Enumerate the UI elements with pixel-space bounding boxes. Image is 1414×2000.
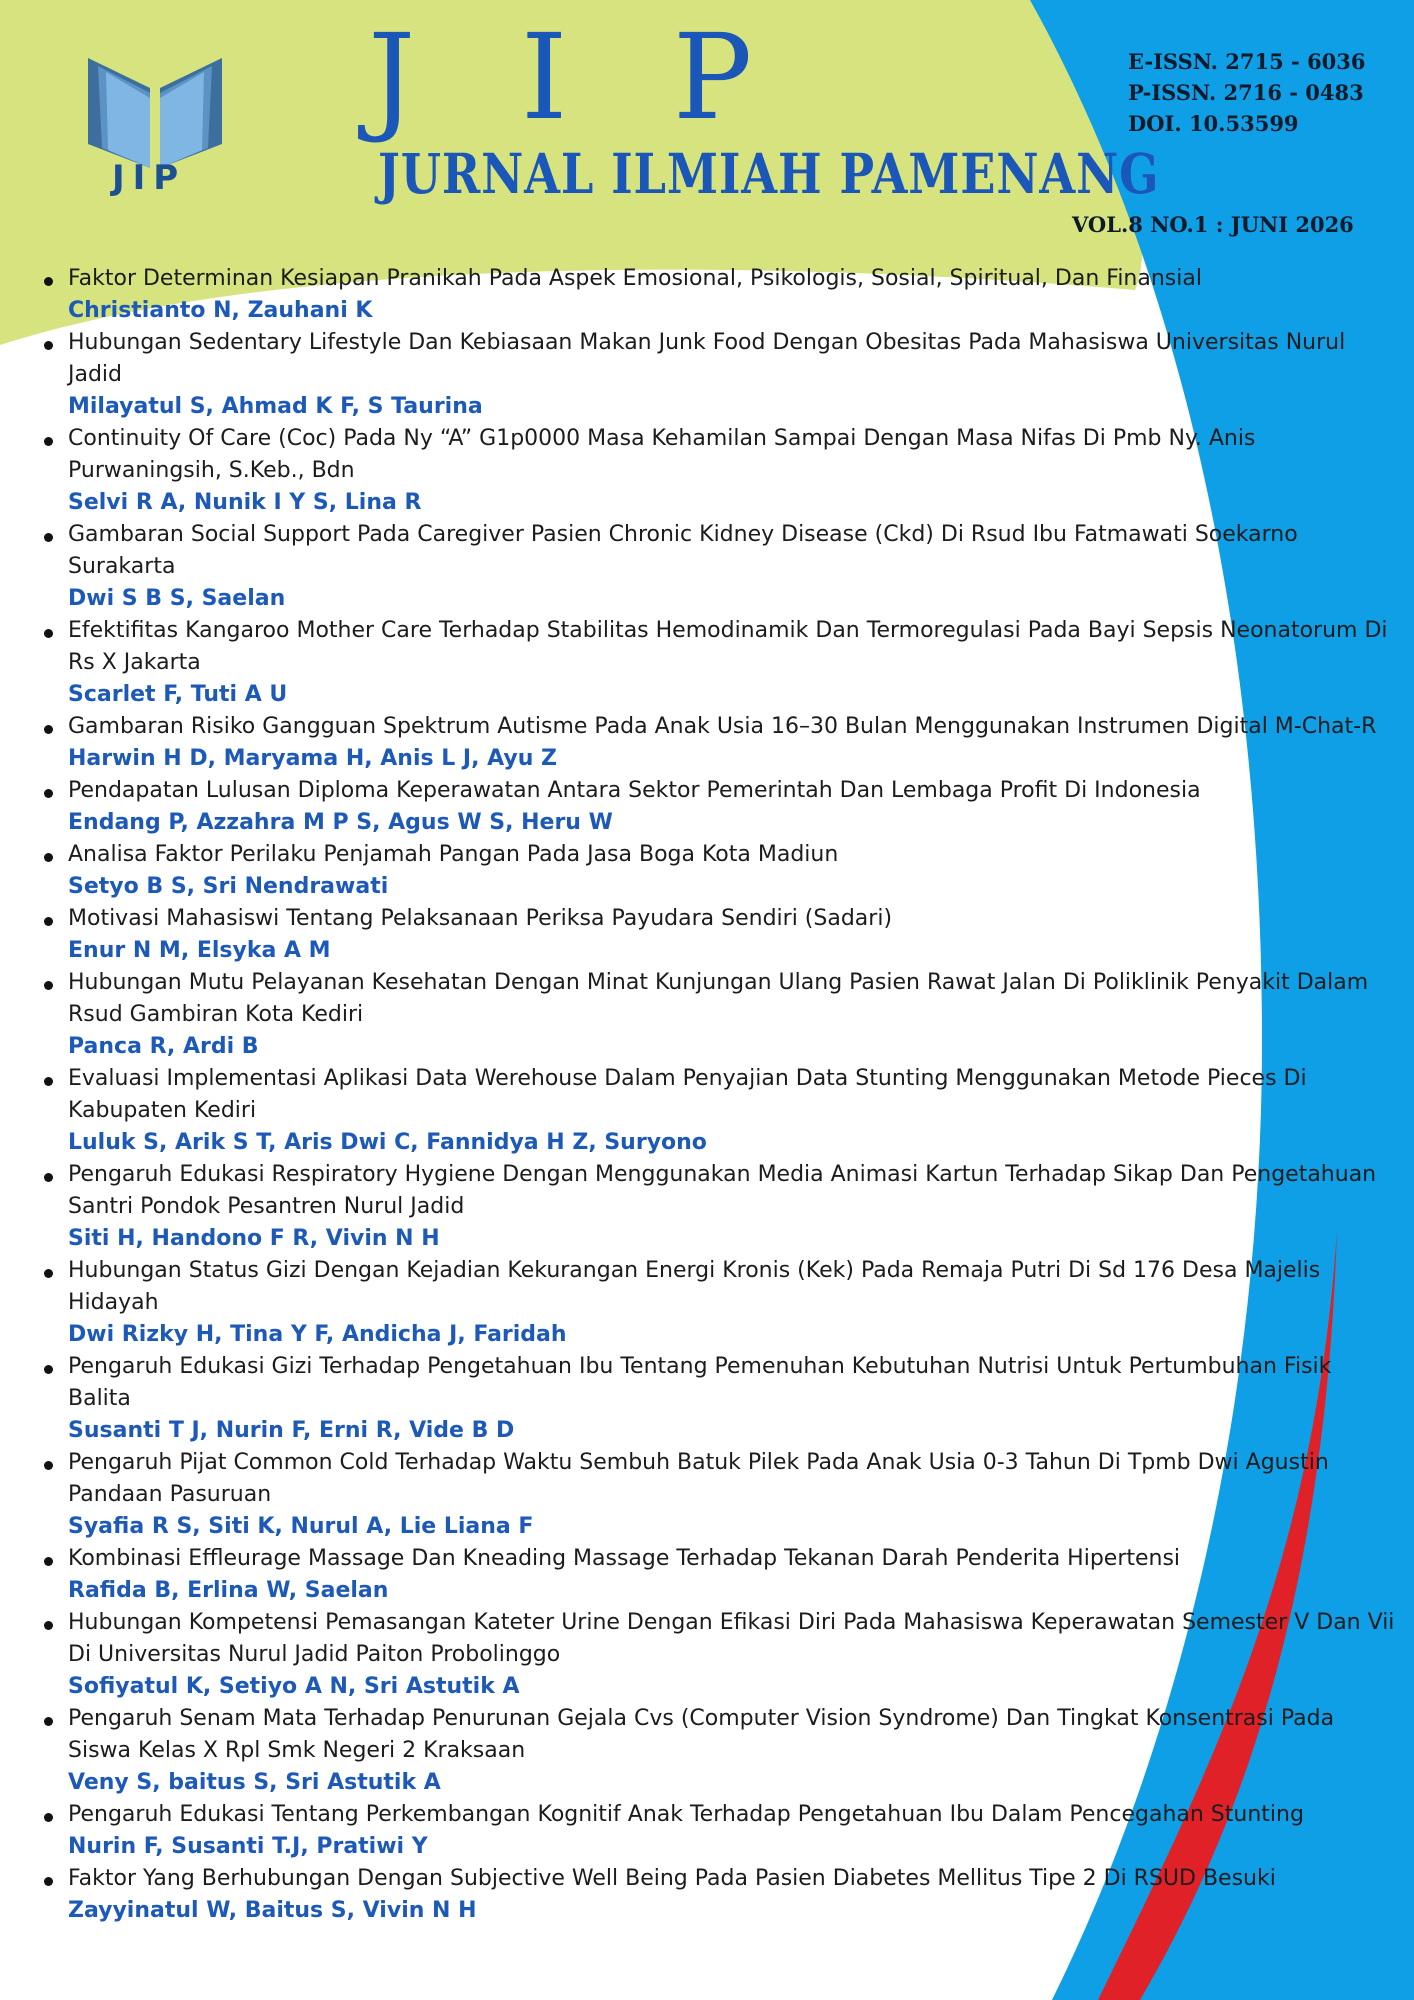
article-title: Hubungan Kompetensi Pemasangan Kateter Urine Dengan Efikasi Diri Pada Mahasiswa Keperawatan Semester V Dan Vii Di Universitas Nurul Jadid Paiton Probolinggo [68,1610,1395,1667]
article-item [40,263,1400,327]
article-item [40,1063,1400,1159]
article-title: Pengaruh Edukasi Tentang Perkembangan Kognitif Anak Terhadap Pengetahuan Ibu Dalam Pencegahan Stunting [68,1802,1304,1827]
article-title: Pengaruh Pijat Common Cold Terhadap Waktu Sembuh Batuk Pilek Pada Anak Usia 0-3 Tahun Di Tpmb Dwi Agustin Pandaan Pasuruan [68,1450,1329,1507]
p-issn: P-ISSN. 2716 - 0483 [1128,80,1364,105]
article-item [40,1863,1400,1927]
article-title: Hubungan Status Gizi Dengan Kejadian Kekurangan Energi Kronis (Kek) Pada Remaja Putri Di Sd 176 Desa Majelis Hidayah [68,1258,1321,1315]
article-title: Faktor Determinan Kesiapan Pranikah Pada Aspek Emosional, Psikologis, Sosial, Spiritual, Dan Finansial [68,266,1202,291]
article-authors: Susanti T J, Nurin F, Erni R, Vide B D [68,1418,515,1443]
article-authors: Nurin F, Susanti T.J, Pratiwi Y [68,1834,428,1859]
article-authors: Enur N M, Elsyka A M [68,938,331,963]
article-title: Hubungan Sedentary Lifestyle Dan Kebiasaan Makan Junk Food Dengan Obesitas Pada Mahasiswa Universitas Nurul Jadid [68,330,1346,387]
article-authors: Luluk S, Arik S T, Aris Dwi C, Fannidya H Z, Suryono [68,1130,707,1155]
article-authors: Veny S, baitus S, Sri Astutik A [68,1770,441,1795]
article-item [40,1703,1400,1799]
article-authors: Dwi S B S, Saelan [68,586,286,611]
article-title: Efektifitas Kangaroo Mother Care Terhadap Stabilitas Hemodinamik Dan Termoregulasi Pada Bayi Sepsis Neonatorum Di Rs X Jakarta [68,618,1388,675]
article-item [40,327,1400,423]
article-title: Gambaran Risiko Gangguan Spektrum Autisme Pada Anak Usia 16–30 Bulan Menggunakan Instrumen Digital M-Chat-R [68,714,1377,739]
article-item [40,775,1400,839]
article-title: Evaluasi Implementasi Aplikasi Data Werehouse Dalam Penyajian Data Stunting Menggunakan Metode Pieces Di Kabupaten Kediri [68,1066,1307,1123]
article-item [40,839,1400,903]
article-authors: Sofiyatul K, Setiyo A N, Sri Astutik A [68,1674,520,1699]
article-list [40,263,1400,1927]
article-authors: Panca R, Ardi B [68,1034,259,1059]
article-item [40,423,1400,519]
article-title: Faktor Yang Berhubungan Dengan Subjective Well Being Pada Pasien Diabetes Mellitus Tipe 2 Di RSUD Besuki [68,1866,1276,1891]
logo-text: JIP [112,158,187,198]
article-title: Motivasi Mahasiswi Tentang Pelaksanaan Periksa Payudara Sendiri (Sadari) [68,906,893,931]
article-authors: Harwin H D, Maryama H, Anis L J, Ayu Z [68,746,557,771]
article-title: Analisa Faktor Perilaku Penjamah Pangan Pada Jasa Boga Kota Madiun [68,842,839,867]
article-authors: Zayyinatul W, Baitus S, Vivin N H [68,1898,477,1923]
article-authors: Dwi Rizky H, Tina Y F, Andicha J, Faridah [68,1322,567,1347]
journal-acronym: J I P [368,8,787,146]
e-issn: E-ISSN. 2715 - 6036 [1128,49,1366,74]
article-title: Pendapatan Lulusan Diploma Keperawatan Antara Sektor Pemerintah Dan Lembaga Profit Di Indonesia [68,778,1201,803]
article-authors: Scarlet F, Tuti A U [68,682,288,707]
article-item [40,1543,1400,1607]
article-authors: Selvi R A, Nunik I Y S, Lina R [68,490,422,515]
article-title: Gambaran Social Support Pada Caregiver Pasien Chronic Kidney Disease (Ckd) Di Rsud Ibu Fatmawati Soekarno Surakarta [68,522,1298,579]
article-item [40,1607,1400,1703]
article-authors: Christianto N, Zauhani K [68,298,373,323]
article-item [40,1799,1400,1863]
article-title: Continuity Of Care (Coc) Pada Ny “A” G1p0000 Masa Kehamilan Sampai Dengan Masa Nifas Di Pmb Ny. Anis Purwaningsih, S.Keb., Bdn [68,426,1256,483]
article-item [40,1159,1400,1255]
article-title: Pengaruh Edukasi Gizi Terhadap Pengetahuan Ibu Tentang Pemenuhan Kebutuhan Nutrisi Untuk Pertumbuhan Fisik Balita [68,1354,1332,1411]
article-title: Pengaruh Senam Mata Terhadap Penurunan Gejala Cvs (Computer Vision Syndrome) Dan Tingkat Konsentrasi Pada Siswa Kelas X Rpl Smk Negeri 2 Kraksaan [68,1706,1335,1763]
article-authors: Siti H, Handono F R, Vivin N H [68,1226,440,1251]
article-item [40,1447,1400,1543]
issue-label: VOL.8 NO.1 : JUNI 2026 [1072,212,1354,237]
article-item [40,1351,1400,1447]
article-item [40,967,1400,1063]
article-authors: Rafida B, Erlina W, Saelan [68,1578,389,1603]
article-title: Hubungan Mutu Pelayanan Kesehatan Dengan Minat Kunjungan Ulang Pasien Rawat Jalan Di Poliklinik Penyakit Dalam Rsud Gambiran Kota Kediri [68,970,1369,1027]
article-authors: Milayatul S, Ahmad K F, S Taurina [68,394,483,419]
journal-title: JURNAL ILMIAH PAMENANG [378,141,1160,206]
article-item [40,1255,1400,1351]
article-item [40,711,1400,775]
identifier-block [1128,46,1366,139]
article-authors: Syafia R S, Siti K, Nurul A, Lie Liana F [68,1514,534,1539]
article-title: Pengaruh Edukasi Respiratory Hygiene Dengan Menggunakan Media Animasi Kartun Terhadap Sikap Dan Pengetahuan Santri Pondok Pesantren Nurul Jadid [68,1162,1377,1219]
doi: DOI. 10.53599 [1128,111,1299,136]
article-item [40,615,1400,711]
article-title: Kombinasi Effleurage Massage Dan Kneading Massage Terhadap Tekanan Darah Penderita Hipertensi [68,1546,1181,1571]
article-authors: Endang P, Azzahra M P S, Agus W S, Heru W [68,810,613,835]
article-item [40,903,1400,967]
article-authors: Setyo B S, Sri Nendrawati [68,874,389,899]
article-item [40,519,1400,615]
